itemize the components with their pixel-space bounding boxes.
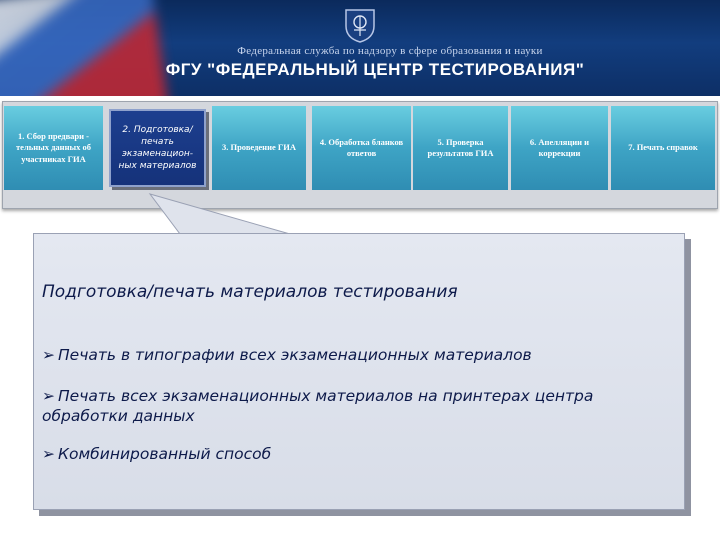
russian-flag-graphic — [0, 0, 168, 96]
bullet-text: Печать всех экзаменационных материалов на принтерах центра обработки данных — [42, 387, 594, 425]
step-2-active[interactable] — [109, 109, 206, 187]
bullet-item — [42, 444, 672, 464]
arrowhead-bullet-icon: ➢ — [42, 346, 55, 364]
bullet-item — [42, 345, 672, 365]
organization-title: ФГУ "ФЕДЕРАЛЬНЫЙ ЦЕНТР ТЕСТИРОВАНИЯ" — [165, 60, 585, 79]
content-panel — [33, 233, 685, 510]
step-7[interactable] — [611, 106, 715, 190]
bullet-item — [42, 386, 642, 426]
agency-name: Федеральная служба по надзору в сфере образования и науки — [237, 45, 543, 57]
step-label: 2. Подготовка/ печать экзаменацион- ных материалов — [118, 124, 197, 172]
arrowhead-bullet-icon: ➢ — [42, 445, 55, 463]
step-label: 1. Сбор предвари - тельных данных об участниках ГИА — [16, 130, 91, 164]
step-label: 5. Проверка результатов ГИА — [427, 136, 494, 158]
bullet-text: Комбинированный способ — [58, 445, 272, 463]
step-4[interactable] — [312, 106, 411, 190]
step-6[interactable] — [511, 106, 608, 190]
step-label: 6. Апелляции и коррекции — [529, 136, 590, 158]
step-label: 3. Проведение ГИА — [221, 142, 297, 153]
step-3[interactable] — [212, 106, 306, 190]
arrowhead-bullet-icon: ➢ — [42, 387, 55, 405]
bullet-text: Печать в типографии всех экзаменационных материалов — [58, 346, 532, 364]
step-1[interactable] — [4, 106, 103, 190]
header-banner — [0, 0, 720, 96]
step-label: 7. Печать справок — [628, 142, 698, 153]
step-5[interactable] — [413, 106, 508, 190]
step-label: 4. Обработка бланков ответов — [319, 136, 404, 158]
coat-of-arms-icon — [338, 6, 382, 44]
content-title: Подготовка/печать материалов тестирования — [42, 282, 458, 302]
